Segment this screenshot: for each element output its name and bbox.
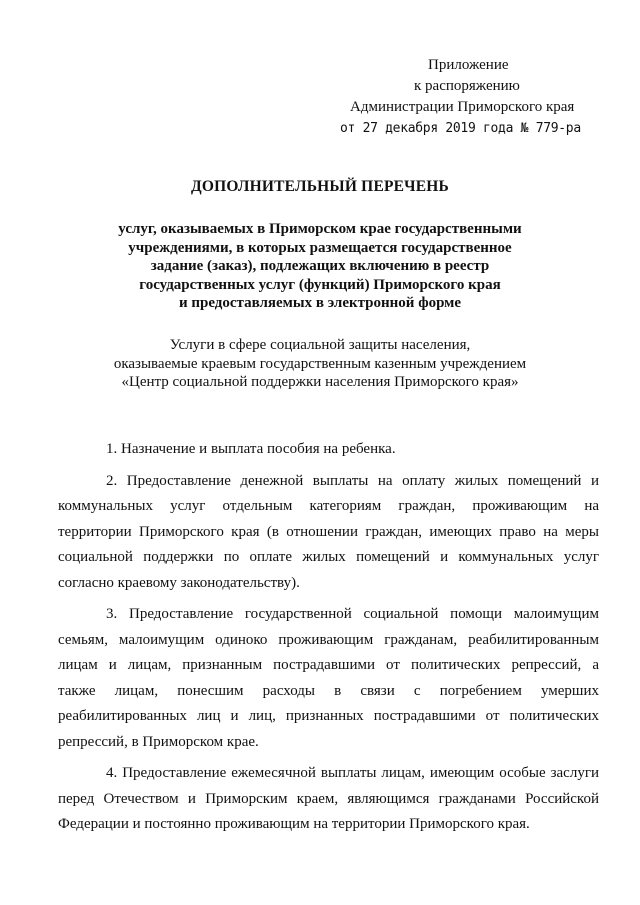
section-line-3: «Центр социальной поддержки населения Приморского края» — [121, 374, 519, 390]
list-item-line: лицам и лицам, признанным пострадавшими от политических репрессий, а — [58, 657, 599, 673]
annex-line-1: Приложение — [428, 57, 509, 73]
list-item-line: 3. Предоставление государственной социальной помощи малоимущим — [106, 606, 599, 622]
list-item-line: коммунальных услуг отдельным категориям граждан, проживающим на — [58, 498, 599, 514]
list-item-line: 2. Предоставление денежной выплаты на оплату жилых помещений и — [106, 472, 599, 489]
document-subtitle — [60, 220, 580, 313]
list-item-line: 1. Назначение и выплата пособия на ребенка. — [106, 441, 396, 457]
services-list — [58, 437, 599, 844]
list-item-line: реабилитированных лиц и лиц, признанных пострадавшими от политических — [58, 708, 599, 724]
annex-line-4: от 27 декабря 2019 года № 779-ра — [340, 121, 581, 136]
subtitle-line-1: услуг, оказываемых в Приморском крае государственными — [118, 221, 522, 237]
list-item-line: территории Приморского края (в отношении граждан, имеющих право на меры — [58, 523, 599, 540]
subtitle-line-5: и предоставляемых в электронной форме — [178, 295, 462, 311]
section-line-2: оказываемые краевым государственным казенным учреждением — [113, 355, 527, 372]
list-item-line: 4. Предоставление ежемесячной выплаты лицам, имеющим особые заслуги — [106, 765, 599, 781]
document-title: ДОПОЛНИТЕЛЬНЫЙ ПЕРЕЧЕНЬ — [190, 178, 450, 195]
list-item-line: семьям, малоимущим одиноко проживающим гражданам, реабилитированным — [58, 631, 599, 648]
list-item — [58, 602, 599, 755]
subtitle-line-3: задание (заказ), подлежащих включению в реестр — [150, 258, 490, 274]
list-item-line: согласно краевому законодательству). — [58, 574, 300, 591]
list-item-line: перед Отечеством и Приморским краем, являющимся гражданами Российской — [58, 790, 599, 807]
list-item-line: репрессий, в Приморском крае. — [58, 733, 259, 750]
annex-block — [340, 55, 600, 139]
list-item-line: Федерации и постоянно проживающим на территории Приморского края. — [58, 816, 530, 832]
annex-line-3: Администрации Приморского края — [350, 99, 575, 115]
annex-line-2: к распоряжению — [414, 78, 520, 94]
list-item — [58, 469, 599, 597]
list-item — [58, 761, 599, 838]
section-heading — [60, 336, 580, 392]
section-line-1: Услуги в сфере социальной защиты населения, — [169, 337, 471, 353]
list-item-line: также лицам, понесшим расходы в связи с погребением умерших — [58, 682, 599, 699]
list-item — [58, 437, 599, 463]
subtitle-line-2: учреждениями, в которых размещается государственное — [128, 239, 512, 256]
subtitle-line-4: государственных услуг (функций) Приморского края — [139, 276, 501, 293]
list-item-line: социальной поддержки по оплате жилых помещений и коммунальных услуг — [58, 549, 599, 565]
